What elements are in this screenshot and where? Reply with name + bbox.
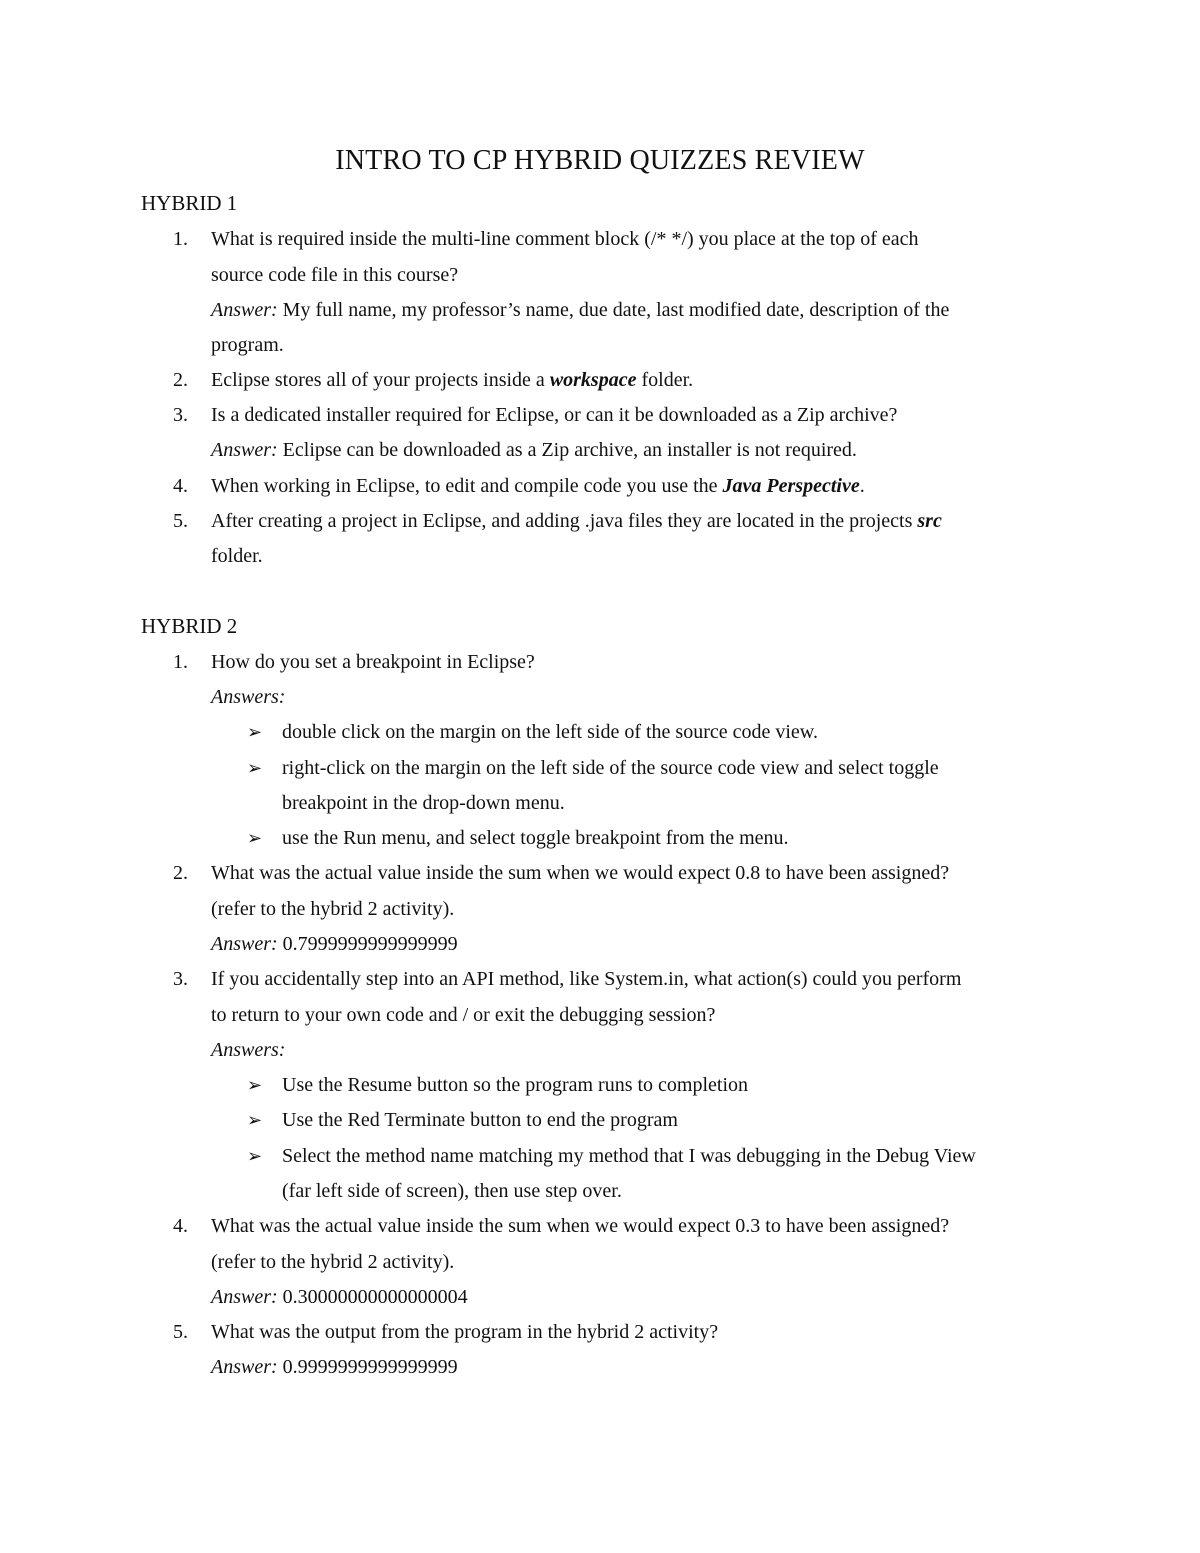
answers-label bbox=[211, 683, 285, 711]
question-text: What was the actual value inside the sum when we would expect 0.8 to have been assigned? bbox=[211, 862, 950, 884]
answer-label: Answer: bbox=[211, 439, 278, 461]
answer-line bbox=[211, 1283, 468, 1311]
bullet-item: Use the Red Terminate button to end the program bbox=[282, 1109, 678, 1131]
question-text: (refer to the hybrid 2 activity). bbox=[211, 898, 455, 920]
question-number: 4. bbox=[173, 475, 188, 497]
question-number: 1. bbox=[173, 651, 188, 673]
question-number: 5. bbox=[173, 1321, 188, 1343]
bullet-item-continued: (far left side of screen), then use step over. bbox=[282, 1180, 622, 1202]
question-text: What was the output from the program in the hybrid 2 activity? bbox=[211, 1321, 719, 1343]
question-text-part: After creating a project in Eclipse, and adding .java files they are located in the projects bbox=[211, 510, 913, 532]
question-text bbox=[211, 366, 693, 394]
answer-label: Answer: bbox=[211, 299, 278, 321]
question-text-part: . bbox=[859, 475, 865, 497]
arrow-bullet-icon: ➢ bbox=[247, 758, 263, 778]
arrow-bullet-icon: ➢ bbox=[247, 1146, 263, 1166]
answer-line bbox=[211, 296, 949, 324]
question-number: 3. bbox=[173, 404, 188, 426]
answer-text: 0.9999999999999999 bbox=[282, 1356, 458, 1378]
answer-text: 0.7999999999999999 bbox=[282, 933, 458, 955]
bullet-item: double click on the margin on the left side of the source code view. bbox=[282, 721, 818, 743]
question-text: If you accidentally step into an API method, like System.in, what action(s) could you perform bbox=[211, 968, 962, 990]
arrow-bullet-icon: ➢ bbox=[247, 1110, 263, 1130]
answer-label: Answer: bbox=[211, 933, 278, 955]
question-text: What was the actual value inside the sum when we would expect 0.3 to have been assigned? bbox=[211, 1215, 950, 1237]
bullet-item: Select the method name matching my method that I was debugging in the Debug View bbox=[282, 1145, 976, 1167]
question-text-part: Eclipse stores all of your projects inside a bbox=[211, 369, 545, 391]
question-number: 4. bbox=[173, 1215, 188, 1237]
question-text bbox=[211, 472, 865, 500]
question-text: folder. bbox=[211, 545, 263, 567]
question-text: How do you set a breakpoint in Eclipse? bbox=[211, 651, 535, 673]
section-heading-hybrid-2: HYBRID 2 bbox=[141, 614, 238, 638]
answer-label: Answer: bbox=[211, 1356, 278, 1378]
question-number: 1. bbox=[173, 228, 188, 250]
question-text bbox=[211, 507, 942, 535]
question-text: source code file in this course? bbox=[211, 264, 459, 286]
answers-label bbox=[211, 1036, 285, 1064]
keyword: Java Perspective bbox=[722, 475, 860, 497]
question-number: 5. bbox=[173, 510, 188, 532]
bullet-item: Use the Resume button so the program runs to completion bbox=[282, 1074, 749, 1096]
question-text-part: When working in Eclipse, to edit and compile code you use the bbox=[211, 475, 718, 497]
keyword: src bbox=[917, 510, 942, 532]
question-number: 2. bbox=[173, 862, 188, 884]
question-number: 2. bbox=[173, 369, 188, 391]
keyword: workspace bbox=[549, 369, 637, 391]
question-text: to return to your own code and / or exit the debugging session? bbox=[211, 1004, 716, 1026]
arrow-bullet-icon: ➢ bbox=[247, 722, 263, 742]
question-text: Is a dedicated installer required for Eclipse, or can it be downloaded as a Zip archive? bbox=[211, 404, 898, 426]
answer-text: Eclipse can be downloaded as a Zip archive, an installer is not required. bbox=[282, 439, 857, 461]
question-text: What is required inside the multi-line comment block (/* */) you place at the top of each bbox=[211, 228, 919, 250]
answers-label-text: Answers: bbox=[211, 1039, 286, 1061]
arrow-bullet-icon: ➢ bbox=[247, 828, 263, 848]
section-heading-hybrid-1: HYBRID 1 bbox=[141, 191, 238, 215]
answer-text: My full name, my professor’s name, due date, last modified date, description of the bbox=[282, 299, 950, 321]
arrow-bullet-icon: ➢ bbox=[247, 1075, 263, 1095]
question-text: (refer to the hybrid 2 activity). bbox=[211, 1251, 455, 1273]
page-title: INTRO TO CP HYBRID QUIZZES REVIEW bbox=[335, 145, 865, 176]
question-text-part: folder. bbox=[641, 369, 694, 391]
answer-text: 0.30000000000000004 bbox=[282, 1286, 468, 1308]
bullet-item-continued: breakpoint in the drop-down menu. bbox=[282, 792, 565, 814]
answer-line bbox=[211, 436, 857, 464]
answer-label: Answer: bbox=[211, 1286, 278, 1308]
answer-line bbox=[211, 1353, 458, 1381]
answer-text: program. bbox=[211, 334, 284, 356]
answer-line bbox=[211, 930, 458, 958]
bullet-item: right-click on the margin on the left side of the source code view and select toggle bbox=[282, 757, 939, 779]
bullet-item: use the Run menu, and select toggle breakpoint from the menu. bbox=[282, 827, 789, 849]
answers-label-text: Answers: bbox=[211, 686, 286, 708]
question-number: 3. bbox=[173, 968, 188, 990]
